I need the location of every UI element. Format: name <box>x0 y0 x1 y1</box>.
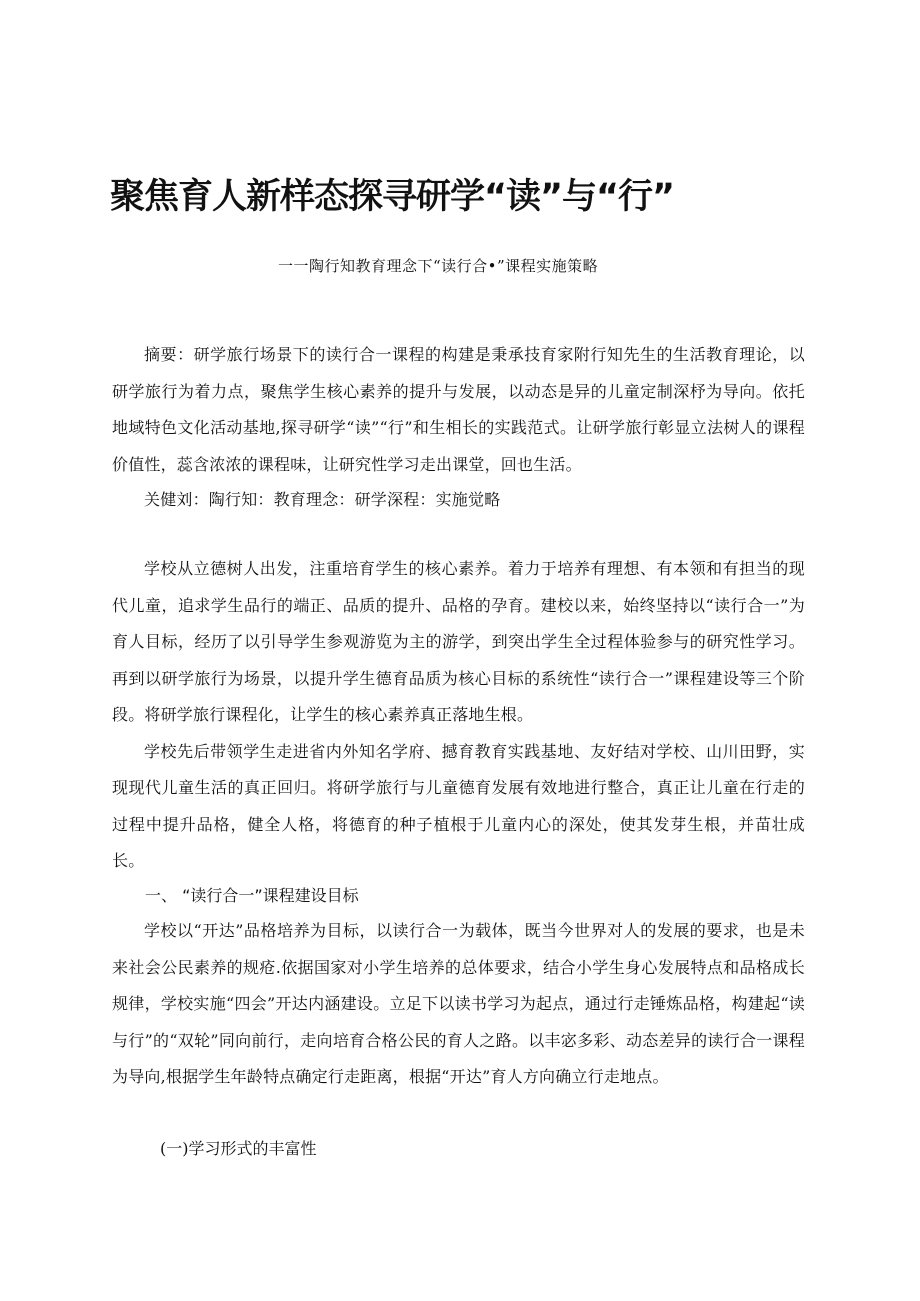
section-paragraph: 学校以“开达”品格培养为目标，以读行合一为载体，既当今世界对人的发展的要求，也是未来社会公民素养的规疮.依据国家对小学生培养的总体要求，结合小学生身心发展特点和品格成长规律，学校实施“四会”开达内涵建设。立足下以读书学习为起点，通过行走锤炼品格，构建起“读与行”的“双轮”同向前行，走向培育合格公民的育人之路。以丰宓多彩、动态差异的读行合一课程为导向,根据学生年龄特点确定行走距离，根据“开达”育人方向确立行走地点。 <box>112 921 805 1086</box>
abstract <box>112 337 805 483</box>
subsection-heading: (一)学习形式的丰富性 <box>160 1139 317 1158</box>
keywords <box>112 482 805 519</box>
section-body <box>112 913 805 1096</box>
keywords-text: 关健刘：陶行知：教育理念：研学深程：实施觉略 <box>144 490 501 509</box>
document-subtitle: 一一陶行知教育理念下“读行合•”课程实施策略 <box>278 257 599 275</box>
section-heading: 一、 “读行合一”课程建设目标 <box>145 886 359 905</box>
document-title: 聚焦育人新样态探寻研学“读”与“行” <box>110 177 675 217</box>
intro-paragraph: 学校先后带领学生走进省内外知名学府、撼育教育实践基地、友好结对学校、山川田野，实现现代儿童生活的真正回归。将研学旅行与儿童德育发展有效地进行整合，真正让儿童在行走的过程中提升品格，健全人格，将德育的种子植根于儿童内心的深处，使其发芽生根，并苗壮成长。 <box>112 741 805 870</box>
intro-paragraph: 学校从立德树人出发，注重培育学生的核心素养。着力于培养有理想、有本领和有担当的现代儿童，追求学生品行的端正、品质的提升、品格的孕育。建校以来，始终坚持以“读行合一”为育人目标，经历了以引导学生参观游览为主的游学，到突出学生全过程体验参与的研究性学习。再到以研学旅行为场景，以提升学生德育品质为核心目标的系统性“读行合一”课程建设等三个阶段。将研学旅行课程化，让学生的核心素养真正落地生根。 <box>112 559 805 724</box>
abstract-text: 摘要：研学旅行场景下的读行合一课程的构建是秉承技育家附行知先生的生活教育理论，以研学旅行为着力点，聚焦学生核心素养的提升与发展，以动态是异的儿童定制深杼为导向。依托地域特色文化活动基地,探寻研学“读”“行”和生相长的实践范式。让研学旅行彰显立法树人的课程价值性，蕊含浓浓的课程味，让研究性学习走出课堂，回也生活。 <box>112 345 805 474</box>
intro-body <box>112 551 805 880</box>
